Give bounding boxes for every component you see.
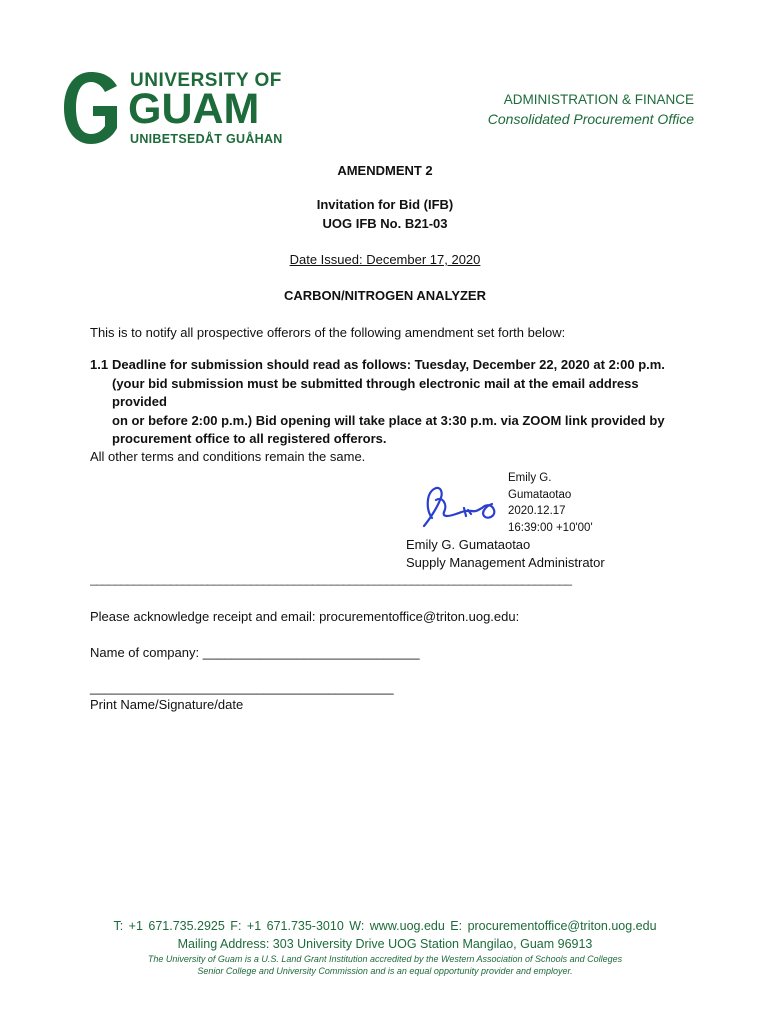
- signer-block: [406, 536, 605, 572]
- digsig-line-1: Emily G.: [508, 472, 552, 484]
- digsig-line-4: 16:39:00 +10'00': [508, 521, 593, 534]
- signature-label: Print Name/Signature/date: [90, 697, 244, 712]
- handwritten-signature-icon: [420, 480, 505, 532]
- logo-line-chamorro: UNIBETSEDÅT GUÅHAN: [130, 132, 283, 146]
- acknowledge-instruction: Please acknowledge receipt and email: procurementoffice@triton.uog.edu:: [90, 609, 520, 624]
- footer-accreditation: [0, 953, 770, 977]
- digital-signature-text: [508, 470, 593, 536]
- intro-paragraph: This is to notify all prospective offerors of the following amendment set forth below:: [90, 325, 566, 340]
- signer-title: Supply Management Administrator: [406, 555, 605, 570]
- company-name-field[interactable]: Name of company: ______________________________: [90, 645, 420, 660]
- subject-heading: CARBON/NITROGEN ANALYZER: [284, 288, 486, 303]
- department-header: [488, 92, 694, 127]
- digsig-line-3: 2020.12.17: [508, 505, 566, 517]
- ifb-number: UOG IFB No. B21-03: [322, 216, 448, 231]
- footer-mailing-address: Mailing Address: 303 University Drive UOG Station Mangilao, Guam 96913: [177, 937, 593, 951]
- university-logo: [62, 70, 283, 150]
- item-number: 1.1: [90, 357, 109, 372]
- divider-line: ______________________________________________________________________________: [90, 572, 572, 586]
- item-line-4: procurement office to all registered offerors.: [112, 431, 387, 446]
- invitation-heading: Invitation for Bid (IFB): [316, 197, 454, 212]
- uog-g-emblem-icon: [62, 70, 120, 146]
- other-terms: All other terms and conditions remain the same.: [90, 449, 366, 464]
- amendment-title: AMENDMENT 2: [337, 163, 433, 178]
- logo-line-university-of: UNIVERSITY OF: [130, 70, 282, 91]
- footer-contact: T: +1 671.735.2925 F: +1 671.735-3010 W: www.uog.edu E: procurementoffice@triton.uog.edu: [113, 919, 657, 933]
- department-name: ADMINISTRATION & FINANCE: [503, 92, 694, 107]
- office-name: Consolidated Procurement Office: [487, 111, 694, 127]
- accreditation-line-2: Senior College and University Commission and is an equal opportunity provider and employer.: [197, 966, 573, 976]
- digsig-line-2: Gumataotao: [508, 488, 572, 501]
- amendment-item: [90, 356, 690, 449]
- signature-line[interactable]: __________________________________________: [90, 680, 394, 695]
- accreditation-line-1: The University of Guam is a U.S. Land Grant Institution accredited by the Western Association of Schools and Colleges: [147, 954, 623, 964]
- item-line-1: Deadline for submission should read as follows: Tuesday, December 22, 2020 at 2:00 p.m.: [112, 357, 665, 372]
- logo-line-guam: GUAM: [128, 85, 260, 133]
- item-line-2: (your bid submission must be submitted through electronic mail at the email address provided: [112, 375, 639, 409]
- signer-name: Emily G. Gumataotao: [406, 537, 531, 552]
- item-line-3: on or before 2:00 p.m.) Bid opening will take place at 3:30 p.m. via ZOOM link provided by: [112, 412, 665, 428]
- date-issued: Date Issued: December 17, 2020: [289, 252, 481, 267]
